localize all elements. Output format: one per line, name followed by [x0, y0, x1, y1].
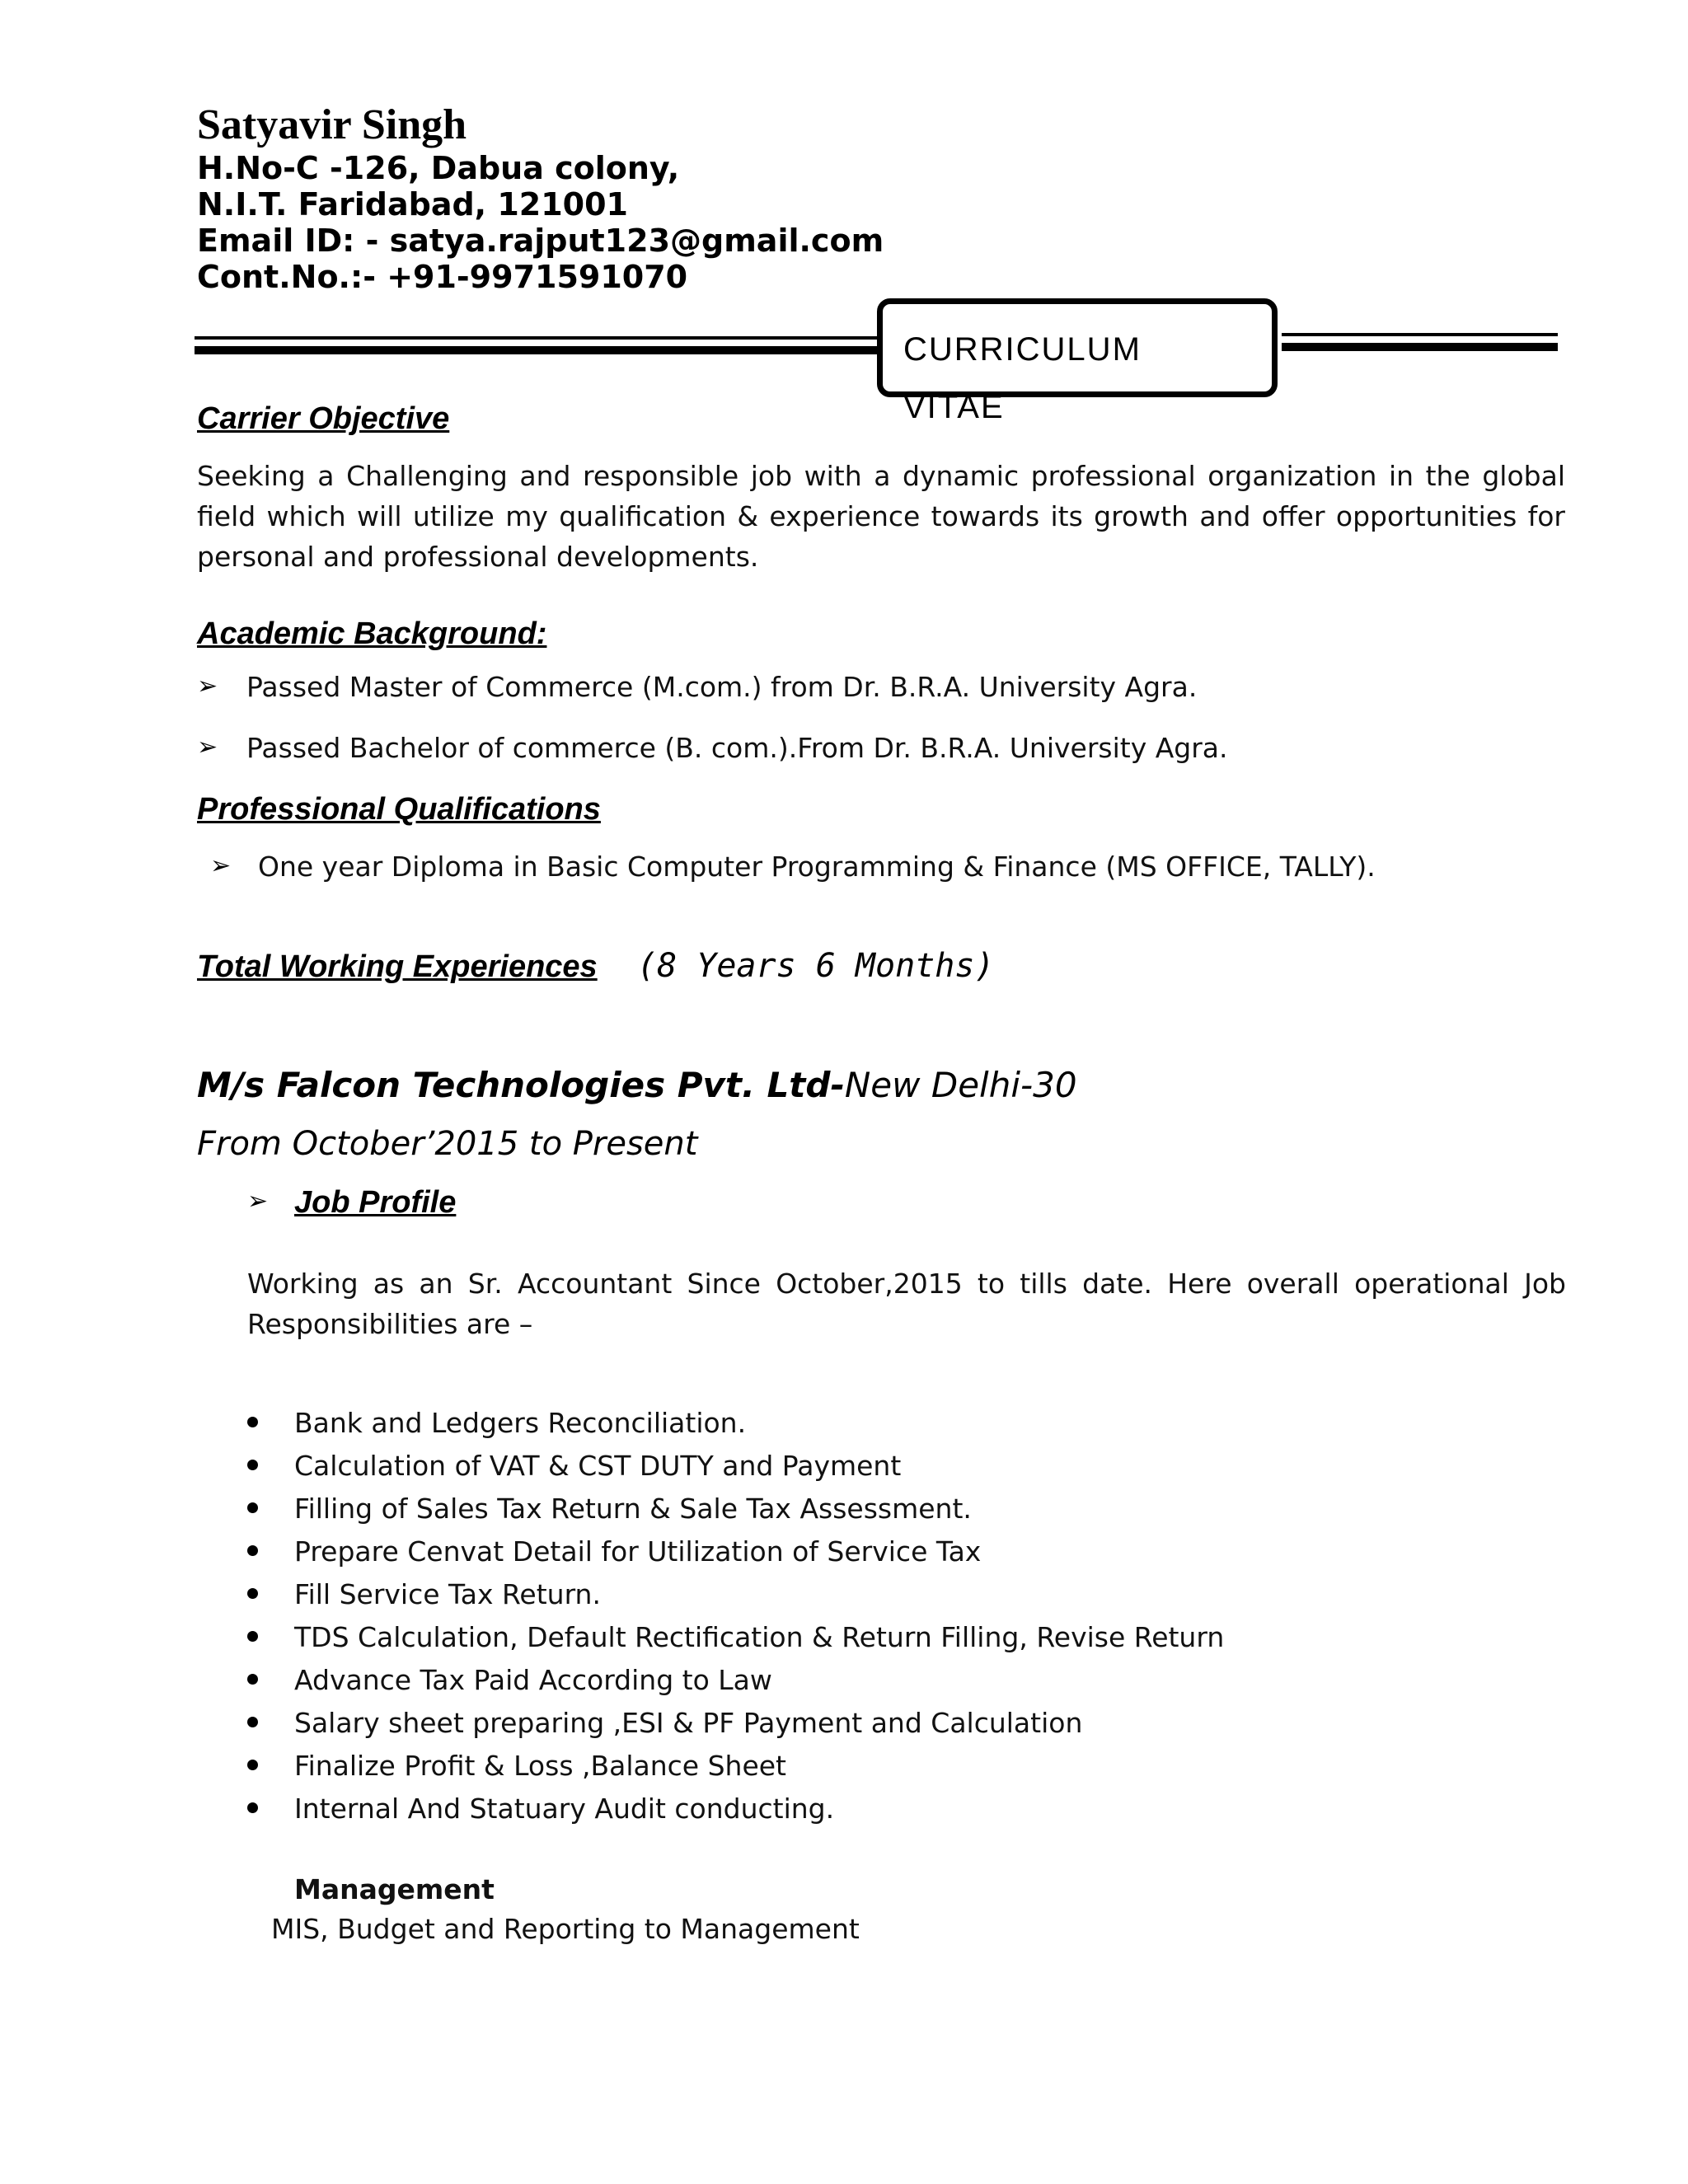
list-item: [247, 1788, 1224, 1830]
objective-text: Seeking a Challenging and responsible job with a dynamic professional organization in the global field which will utilize my qualification & experience towards its growth and offer opportunities for personal and professional developments.: [197, 460, 1565, 573]
professional-item: [210, 851, 1376, 883]
candidate-name: Satyavir Singh: [197, 101, 467, 148]
employment-period: From October’2015 to Present: [197, 1125, 698, 1163]
academic-item-text: Passed Master of Commerce (M.com.) from Dr. B.R.A. University Agra.: [246, 671, 1198, 703]
management-text: MIS, Budget and Reporting to Management: [271, 1913, 860, 1945]
academic-item: [197, 732, 1228, 764]
academic-heading: Academic Background:: [197, 616, 547, 651]
bullet-dot-icon: [247, 1502, 258, 1513]
bullet-dot-icon: [247, 1460, 258, 1470]
email-line: Email ID: - satya.rajput123@gmail.com: [197, 223, 884, 259]
academic-item: [197, 671, 1198, 703]
arrow-bullet-icon: ➢: [197, 733, 218, 762]
list-item: [247, 1702, 1224, 1745]
bullet-dot-icon: [247, 1760, 258, 1770]
job-profile-heading: Job Profile: [294, 1185, 457, 1220]
list-item-text: Filling of Sales Tax Return & Sale Tax Assessment.: [294, 1493, 972, 1525]
arrow-bullet-icon: ➢: [247, 1187, 269, 1216]
list-item-text: Finalize Profit & Loss ,Balance Sheet: [294, 1750, 786, 1782]
list-item-text: Fill Service Tax Return.: [294, 1578, 601, 1610]
list-item-text: Internal And Statuary Audit conducting.: [294, 1793, 835, 1825]
objective-heading: Carrier Objective: [197, 401, 450, 436]
academic-item-text: Passed Bachelor of commerce (B. com.).From Dr. B.R.A. University Agra.: [246, 732, 1228, 764]
company-name: M/s Falcon Technologies Pvt. Ltd-: [197, 1065, 845, 1105]
cv-title-line-2: VITAE: [903, 389, 1005, 425]
list-item-text: Salary sheet preparing ,ESI & PF Payment and Calculation: [294, 1707, 1083, 1739]
bullet-dot-icon: [247, 1674, 258, 1685]
bullet-dot-icon: [247, 1802, 258, 1813]
management-heading: Management: [294, 1873, 495, 1905]
responsibilities-list: [247, 1402, 1224, 1830]
header-divider-left-thick: [195, 346, 887, 354]
bullet-dot-icon: [247, 1588, 258, 1599]
list-item: [247, 1445, 1224, 1488]
list-item: [247, 1402, 1224, 1445]
phone-line: Cont.No.:- +91-9971591070: [197, 259, 688, 295]
list-item-text: Prepare Cenvat Detail for Utilization of Service Tax: [294, 1535, 982, 1568]
header-divider-right-thin: [1282, 333, 1558, 336]
professional-heading: Professional Qualifications: [197, 792, 601, 827]
job-profile-heading-row: [247, 1185, 457, 1220]
address-line-2: N.I.T. Faridabad, 121001: [197, 186, 628, 223]
bullet-dot-icon: [247, 1417, 258, 1427]
list-item: [247, 1530, 1224, 1573]
job-profile-text: Working as an Sr. Accountant Since October,2015 to tills date. Here overall operational Job Responsibilities are –: [247, 1268, 1566, 1340]
experience-heading: Total Working Experiences: [197, 949, 598, 984]
company-location: New Delhi-30: [844, 1065, 1077, 1105]
header-divider-left-thin: [195, 336, 887, 340]
list-item-text: Advance Tax Paid According to Law: [294, 1664, 772, 1696]
list-item: [247, 1573, 1224, 1616]
list-item: [247, 1745, 1224, 1788]
arrow-bullet-icon: ➢: [197, 672, 218, 701]
list-item: [247, 1616, 1224, 1659]
company-line: [197, 1065, 1077, 1106]
experience-duration: (8 Years 6 Months): [637, 947, 995, 985]
list-item-text: Calculation of VAT & CST DUTY and Payment: [294, 1450, 902, 1482]
address-line-1: H.No-C -126, Dabua colony,: [197, 150, 680, 186]
arrow-bullet-icon: ➢: [210, 851, 232, 880]
header-divider-right-thick: [1282, 343, 1558, 351]
bullet-dot-icon: [247, 1545, 258, 1556]
list-item-text: Bank and Ledgers Reconciliation.: [294, 1407, 747, 1439]
bullet-dot-icon: [247, 1717, 258, 1727]
list-item: [247, 1488, 1224, 1530]
list-item: [247, 1659, 1224, 1702]
list-item-text: TDS Calculation, Default Rectification & Return Filling, Revise Return: [294, 1621, 1225, 1653]
bullet-dot-icon: [247, 1631, 258, 1642]
cv-title-line-1: CURRICULUM: [903, 331, 1142, 368]
professional-item-text: One year Diploma in Basic Computer Programming & Finance (MS OFFICE, TALLY).: [258, 851, 1376, 883]
